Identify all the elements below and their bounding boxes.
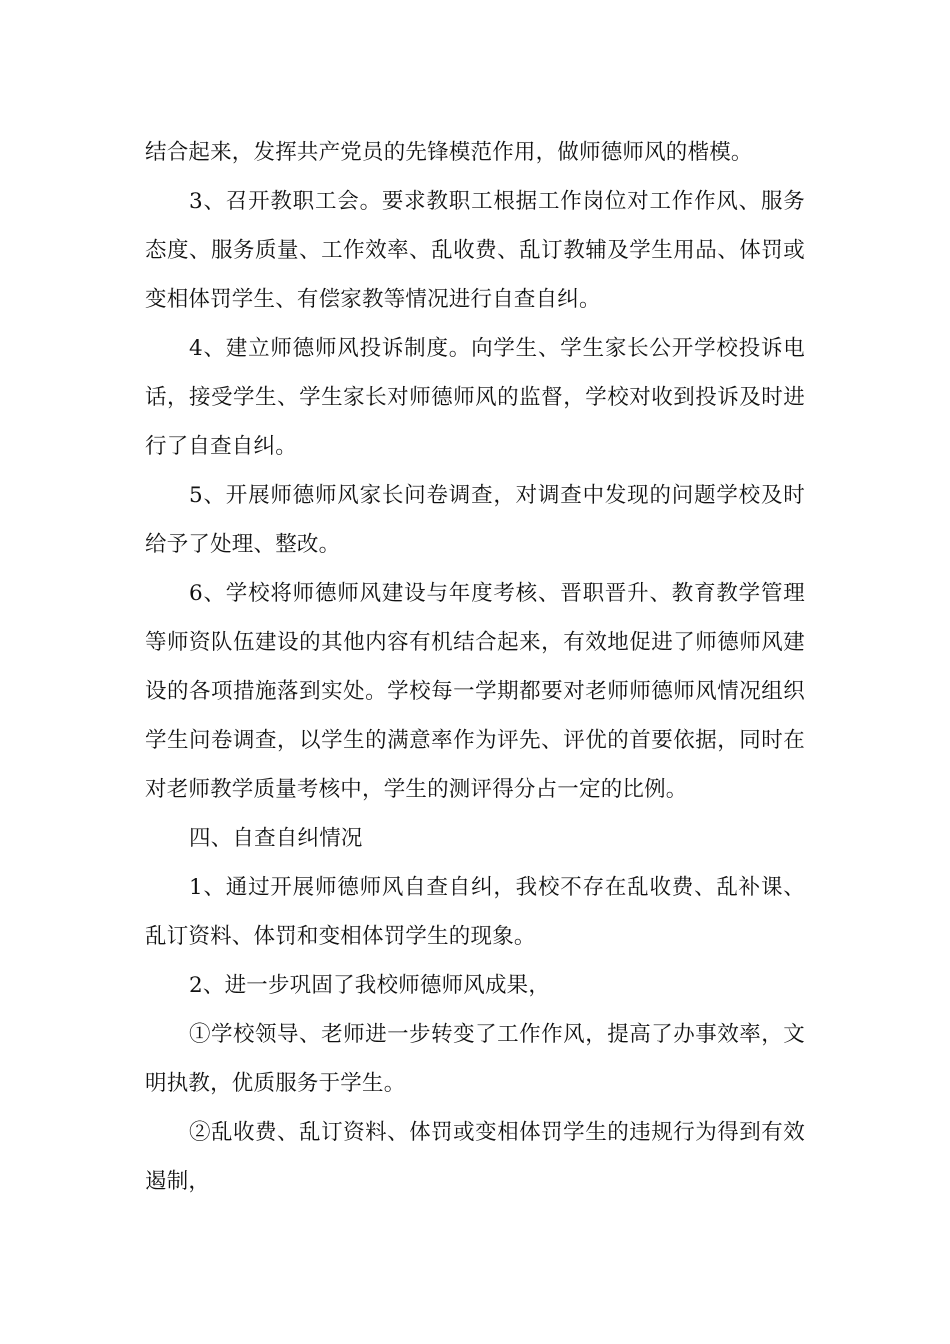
document-body (145, 128, 805, 1206)
paragraph-continuation: 结合起来，发挥共产党员的先锋模范作用，做师德师风的楷模。 (145, 140, 753, 165)
paragraph-check-2: 2、进一步巩固了我校师德师风成果， (189, 973, 551, 998)
section-heading-4: 四、自查自纠情况 (189, 826, 363, 851)
paragraph-circled-1: ①学校领导、老师进一步转变了工作作风，提高了办事效率，文明执教，优质服务于学生。 (145, 1022, 805, 1096)
paragraph-item-5: 5、开展师德师风家长问卷调查，对调查中发现的问题学校及时给予了处理、整改。 (145, 483, 805, 557)
paragraph-item-3: 3、召开教职工会。要求教职工根据工作岗位对工作作风、服务态度、服务质量、工作效率、乱收费、乱订教辅及学生用品、体罚或变相体罚学生、有偿家教等情况进行自查自纠。 (145, 189, 805, 312)
paragraph-check-1: 1、通过开展师德师风自查自纠，我校不存在乱收费、乱补课、乱订资料、体罚和变相体罚学生的现象。 (145, 875, 805, 949)
paragraph-circled-2: ②乱收费、乱订资料、体罚或变相体罚学生的违规行为得到有效遏制， (145, 1120, 805, 1194)
paragraph-item-6: 6、学校将师德师风建设与年度考核、晋职晋升、教育教学管理等师资队伍建设的其他内容有机结合起来，有效地促进了师德师风建设的各项措施落到实处。学校每一学期都要对老师师德师风情况组织学生问卷调查，以学生的满意率作为评先、评优的首要依据，同时在对老师教学质量考核中，学生的测评得分占一定的比例。 (145, 581, 805, 802)
paragraph-item-4: 4、建立师德师风投诉制度。向学生、学生家长公开学校投诉电话，接受学生、学生家长对师德师风的监督，学校对收到投诉及时进行了自查自纠。 (145, 336, 805, 459)
